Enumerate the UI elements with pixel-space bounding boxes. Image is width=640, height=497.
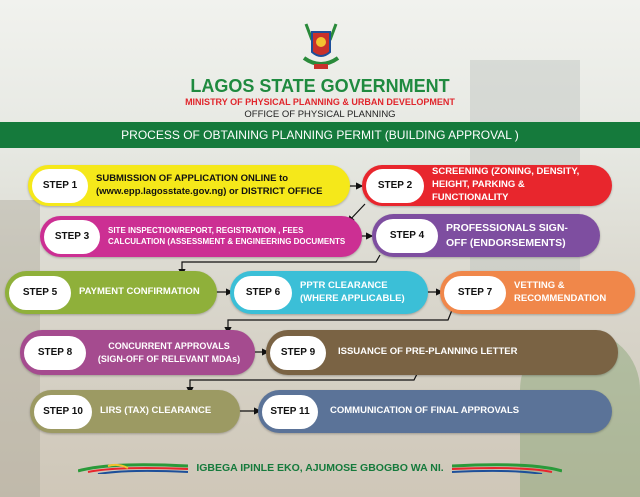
step-5	[5, 271, 217, 314]
step-6	[230, 271, 428, 314]
step-10-badge: STEP 10	[34, 395, 92, 429]
step-6-text: PPTR CLEARANCE (WHERE APPLICABLE)	[300, 279, 405, 304]
step-7-text: VETTING & RECOMMENDATION	[514, 279, 607, 304]
step-2-badge: STEP 2	[366, 169, 424, 203]
step-1-badge: STEP 1	[32, 169, 88, 203]
step-4-text: PROFESSIONALS SIGN-OFF (ENDORSEMENTS)	[446, 222, 568, 249]
step-6-badge: STEP 6	[234, 276, 292, 310]
step-4-badge: STEP 4	[376, 219, 438, 253]
step-7	[440, 271, 635, 314]
step-8-text: CONCURRENT APPROVALS (SIGN-OFF OF RELEVANT MDAs)	[97, 341, 241, 364]
flag-swoosh-icon	[452, 462, 562, 474]
step-8-badge: STEP 8	[24, 336, 86, 370]
step-9-badge: STEP 9	[270, 336, 326, 370]
process-banner: PROCESS OF OBTAINING PLANNING PERMIT (BUILDING APPROVAL )	[0, 122, 640, 148]
ministry-name: MINISTRY OF PHYSICAL PLANNING & URBAN DEVELOPMENT	[185, 97, 455, 107]
step-7-badge: STEP 7	[444, 276, 506, 310]
step-4	[372, 214, 600, 257]
step-8	[20, 330, 255, 375]
page-title: LAGOS STATE GOVERNMENT	[190, 76, 450, 96]
step-3	[40, 216, 362, 257]
step-9	[266, 330, 618, 375]
step-11	[258, 390, 612, 433]
office-name: OFFICE OF PHYSICAL PLANNING	[244, 109, 396, 120]
step-10	[30, 390, 240, 433]
step-1-text: SUBMISSION OF APPLICATION ONLINE to (www.epp.lagosstate.gov.ng) or DISTRICT OFFICE	[96, 172, 323, 197]
step-2-text: SCREENING (ZONING, DENSITY, HEIGHT, PARKING & FUNCTIONALITY	[432, 166, 580, 203]
step-5-badge: STEP 5	[9, 276, 71, 310]
step-11-text: COMMUNICATION OF FINAL APPROVALS	[330, 405, 520, 417]
step-3-text: SITE INSPECTION/REPORT, REGISTRATION , FEES CALCULATION (ASSESSMENT & ENGINEERING DOCUMENTS	[108, 225, 346, 246]
step-1	[28, 165, 350, 206]
step-3-badge: STEP 3	[44, 220, 100, 254]
step-10-text: LIRS (TAX) CLEARANCE	[100, 405, 212, 417]
step-2	[362, 165, 612, 206]
step-9-text: ISSUANCE OF PRE-PLANNING LETTER	[338, 346, 518, 358]
step-5-text: PAYMENT CONFIRMATION	[79, 286, 200, 298]
footer-slogan: IGBEGA IPINLE EKO, AJUMOSE GBOGBO WA NI.	[196, 462, 444, 474]
step-11-badge: STEP 11	[262, 395, 318, 429]
